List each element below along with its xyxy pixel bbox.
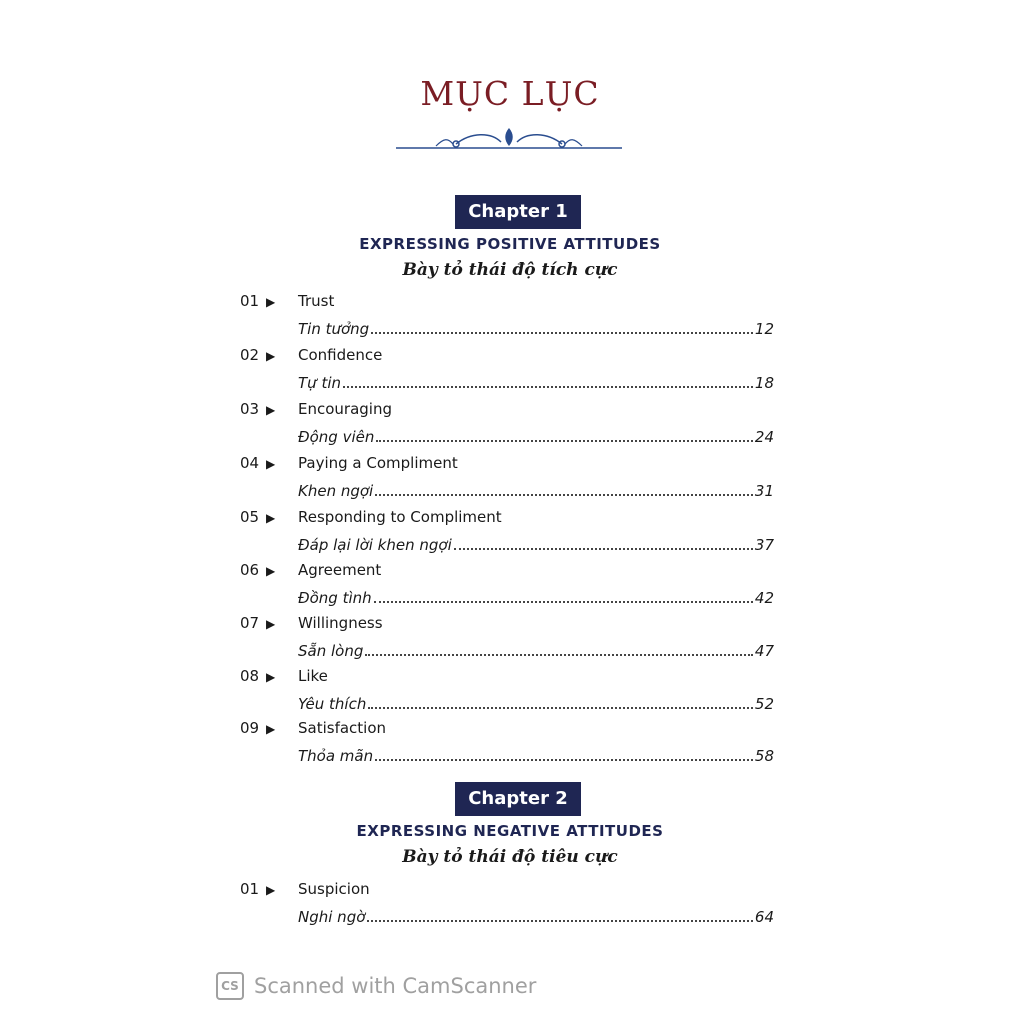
- scanner-watermark: [216, 972, 536, 1000]
- toc-entry: [240, 561, 780, 611]
- toc-entry: [240, 292, 780, 342]
- entry-number: 06: [240, 561, 260, 579]
- toc-entry: [240, 454, 780, 504]
- entry-number: 01: [240, 880, 260, 898]
- entry-number: 01: [240, 292, 260, 310]
- dot-leader: [374, 600, 753, 603]
- entry-leader-row: [298, 480, 774, 500]
- entry-vietnamese-title: Yêu thích: [298, 695, 367, 713]
- entry-title: Paying a Compliment: [298, 454, 458, 472]
- toc-entry: [240, 667, 780, 717]
- chapter-badge: Chapter 1: [455, 195, 581, 229]
- page-title: MỤC LỤC: [420, 74, 600, 113]
- dot-leader: [375, 758, 753, 761]
- entry-page-number: 24: [754, 428, 774, 446]
- entry-leader-row: [298, 318, 774, 338]
- chapter-subheading: Bày tỏ thái độ tiêu cực: [402, 847, 618, 867]
- arrow-icon: ▶: [266, 617, 276, 631]
- entry-vietnamese-title: Sẵn lòng: [298, 642, 364, 660]
- entry-number: 02: [240, 346, 260, 364]
- arrow-icon: ▶: [266, 295, 276, 309]
- arrow-icon: ▶: [266, 670, 276, 684]
- chapter-heading: EXPRESSING POSITIVE ATTITUDES: [359, 235, 661, 253]
- toc-entry: [240, 880, 780, 930]
- entry-vietnamese-title: Đáp lại lời khen ngợi: [298, 536, 452, 554]
- camscanner-logo-icon: CS: [216, 972, 244, 1000]
- entry-vietnamese-title: Tự tin: [298, 374, 341, 392]
- chapter-heading: EXPRESSING NEGATIVE ATTITUDES: [356, 822, 664, 840]
- arrow-icon: ▶: [266, 564, 276, 578]
- watermark-text: Scanned with CamScanner: [254, 974, 537, 998]
- entry-number: 07: [240, 614, 260, 632]
- toc-entry: [240, 346, 780, 396]
- chapter-subheading: Bày tỏ thái độ tích cực: [402, 260, 618, 280]
- dot-leader: [368, 706, 753, 709]
- entry-number: 05: [240, 508, 260, 526]
- entry-page-number: 37: [754, 536, 774, 554]
- entry-number: 03: [240, 400, 260, 418]
- entry-leader-row: [298, 745, 774, 765]
- entry-title: Agreement: [298, 561, 382, 579]
- entry-page-number: 42: [754, 589, 774, 607]
- arrow-icon: ▶: [266, 349, 276, 363]
- arrow-icon: ▶: [266, 403, 276, 417]
- entry-vietnamese-title: Động viên: [298, 428, 375, 446]
- entry-vietnamese-title: Khen ngợi: [298, 482, 374, 500]
- arrow-icon: ▶: [266, 722, 276, 736]
- dot-leader: [365, 653, 753, 656]
- dot-leader: [376, 439, 753, 442]
- entry-title: Confidence: [298, 346, 383, 364]
- entry-page-number: 18: [754, 374, 774, 392]
- arrow-icon: ▶: [266, 883, 276, 897]
- entry-vietnamese-title: Tin tưởng: [298, 320, 370, 338]
- dot-leader: [371, 331, 753, 334]
- arrow-icon: ▶: [266, 511, 276, 525]
- entry-page-number: 58: [754, 747, 774, 765]
- entry-leader-row: [298, 640, 774, 660]
- chapter-badge: Chapter 2: [455, 782, 581, 816]
- entry-leader-row: [298, 587, 774, 607]
- entry-number: 09: [240, 719, 260, 737]
- entry-page-number: 64: [754, 908, 774, 926]
- entry-title: Encouraging: [298, 400, 392, 418]
- entry-page-number: 12: [754, 320, 774, 338]
- entry-leader-row: [298, 372, 774, 392]
- entry-number: 04: [240, 454, 260, 472]
- arrow-icon: ▶: [266, 457, 276, 471]
- entry-title: Willingness: [298, 614, 383, 632]
- entry-page-number: 47: [754, 642, 774, 660]
- entry-leader-row: [298, 426, 774, 446]
- entry-vietnamese-title: Nghi ngờ: [298, 908, 366, 926]
- entry-title: Trust: [298, 292, 335, 310]
- entry-leader-row: [298, 534, 774, 554]
- ornament-divider-icon: [396, 124, 622, 152]
- entry-number: 08: [240, 667, 260, 685]
- dot-leader: [375, 493, 753, 496]
- entry-title: Like: [298, 667, 328, 685]
- entry-leader-row: [298, 906, 774, 926]
- dot-leader: [343, 385, 753, 388]
- entry-page-number: 31: [754, 482, 774, 500]
- dot-leader: [454, 547, 753, 550]
- entry-title: Suspicion: [298, 880, 370, 898]
- toc-entry: [240, 508, 780, 558]
- entry-leader-row: [298, 693, 774, 713]
- entry-vietnamese-title: Thỏa mãn: [298, 747, 374, 765]
- toc-entry: [240, 719, 780, 769]
- entry-vietnamese-title: Đồng tình: [298, 589, 372, 607]
- dot-leader: [367, 919, 753, 922]
- toc-entry: [240, 614, 780, 664]
- toc-entry: [240, 400, 780, 450]
- entry-page-number: 52: [754, 695, 774, 713]
- entry-title: Responding to Compliment: [298, 508, 502, 526]
- entry-title: Satisfaction: [298, 719, 387, 737]
